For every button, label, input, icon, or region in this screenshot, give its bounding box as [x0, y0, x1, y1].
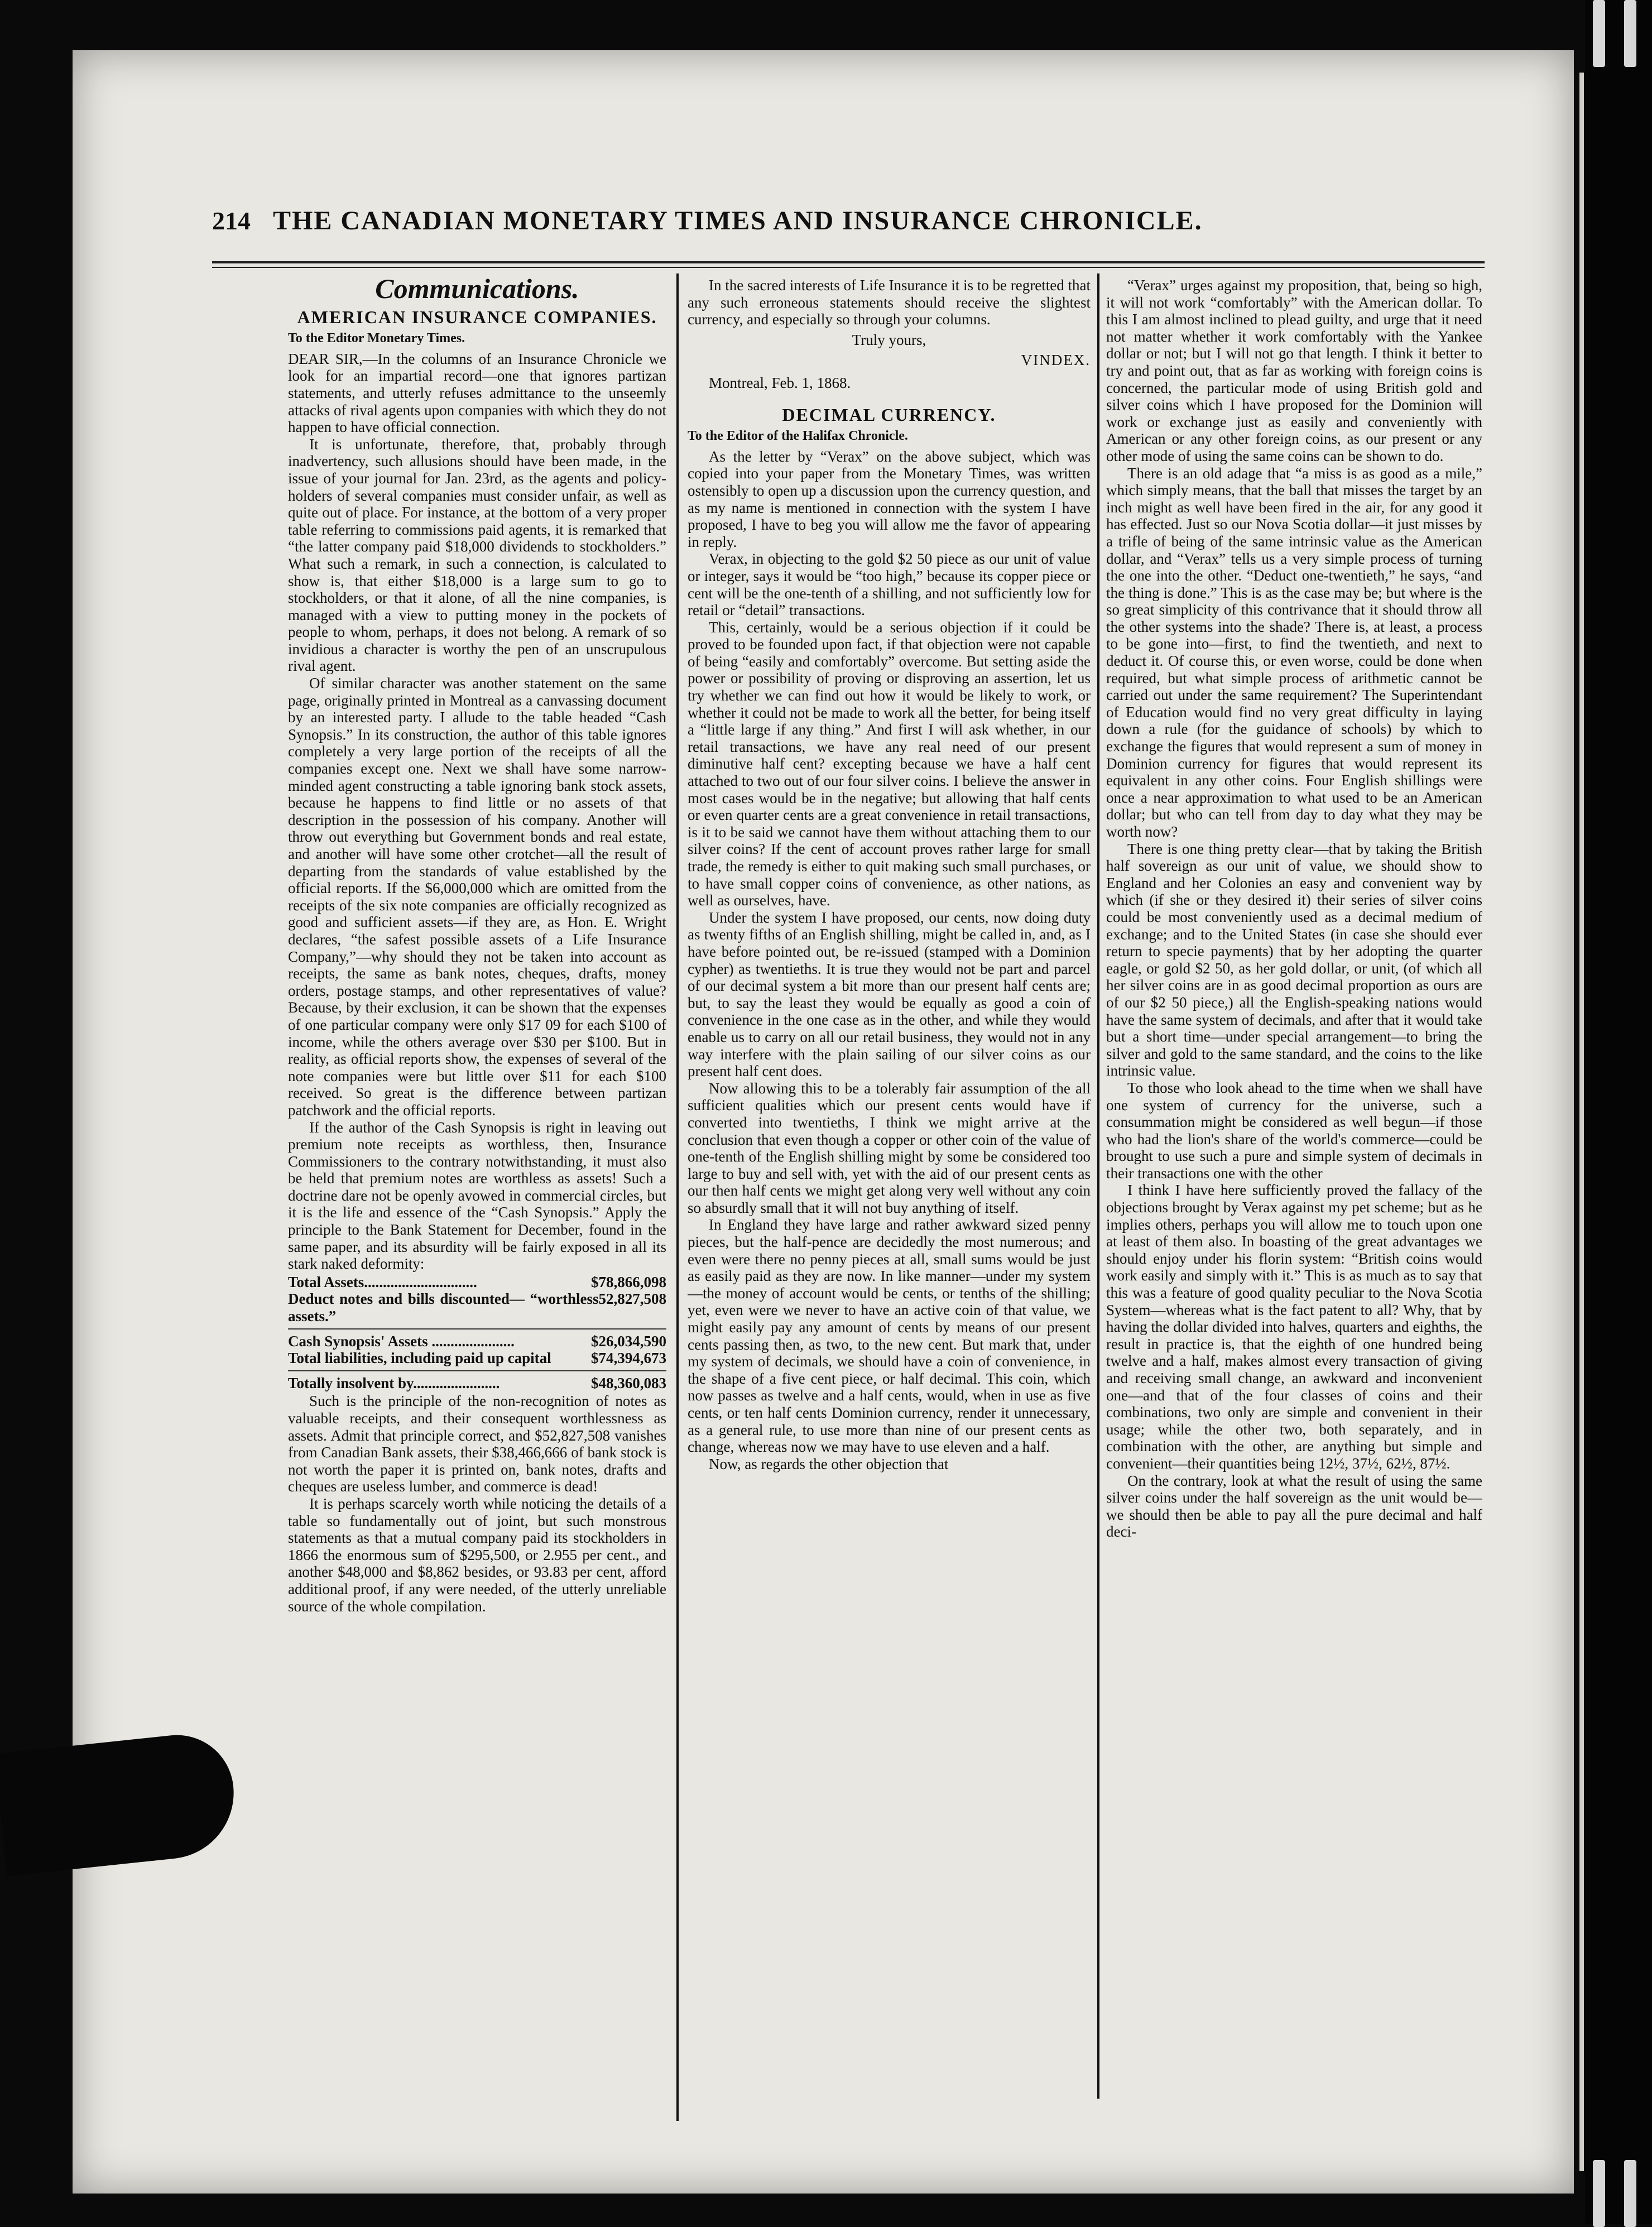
ledger-value: $26,034,590	[591, 1332, 666, 1350]
paragraph: In the sacred interests of Life Insurance it is to be regretted that any such erroneous statements should receive the slightest currency, and especially so through your columns.	[688, 277, 1091, 328]
paragraph: Now, as regards the other objection that	[709, 1455, 949, 1472]
paragraph: “Verax” urges against my proposition, that, being so high, it will not work “comfortably” with the American dollar. To this I am almost inclined to plead guilty, and urge that it need not matter whether it work comfortably with the Yankee dollar or not; but I will not go that length. I think it better to try and point out, that as far as working with foreign coins is concerned, the particular mode of using British gold and silver coins which I have proposed for the Dominion will work or exchange just as easily and conveniently with American or any other foreign coins, as our present or any other mode of using the same coins can be shown to do.	[1106, 277, 1482, 464]
ledger-divider	[288, 1328, 666, 1330]
paragraph: Verax, in objecting to the gold $2 50 piece as our unit of value or integer, says it would be “too high,” because its copper piece or cent will be the one-tenth of a shilling, and not sufficiently low for retail or “detail” transactions.	[688, 550, 1091, 619]
column-2	[688, 277, 1091, 2119]
ledger-row	[288, 1375, 666, 1392]
ledger-label: Deduct notes and bills discounted— “worthless assets.”	[288, 1290, 599, 1325]
publication-title: THE CANADIAN MONETARY TIMES AND INSURANCE CHRONICLE.	[273, 206, 1203, 236]
header-rule-thin	[212, 267, 1485, 268]
paragraph: In England they have large and rather awkward sized penny pieces, but the half-pence are decidedly the most numerous; and even were there no penny pieces at all, small sums would be just as easily paid as they are now. In like manner—under my system—the money of account would be cents, or tenths of the shilling; yet, even were we never to have an active coin of that value, we might easily pay any amount of cents by means of our present cents passing then, as two, to the new cent. But mark that, under my system of decimals, we should have a coin of convenience, in the shape of a five cent piece, or half decimal. This coin, which now passes as twelve and a half cents, would, when in use as five cents, or ten half cents Dominion currency, render it unnecessary, as a general rule, to use more than nine of our present cents as change, whereas now we may have to use eleven and a half.	[688, 1216, 1091, 1456]
article-title: DECIMAL CURRENCY.	[782, 404, 996, 425]
ledger-row	[288, 1274, 666, 1291]
paragraph: Under the system I have proposed, our cents, now doing duty as twenty fifths of an English shilling, might be called in, and, as I have before pointed out, be re-issued (stamped with a Dominion cypher) as twentieths. It is true they would not be part and parcel of our decimal system a bit more than our present half cents are; but, to say the least they would be equally as good a coin of convenience in the one case as in the other, and while they would enable us to carry on all our retail business, they would not in any way interfere with the plain sailing of our silver coins as our present half cent does.	[688, 909, 1091, 1080]
ledger-label: Total Assets..............................	[288, 1273, 477, 1290]
film-sprocket	[1624, 0, 1636, 67]
ledger-row	[288, 1333, 666, 1350]
paragraph: Such is the principle of the non-recognition of notes as valuable receipts, and their consequent worthlessness as assets. Admit that principle correct, and $52,827,508 vanishes from Canadian Bank assets, their $38,466,666 of bank stock is not worth the paper it is printed on, bank notes, drafts and cheques are useless lumber, and commerce is dead!	[288, 1393, 666, 1495]
paragraph: It is perhaps scarcely worth while noticing the details of a table so fundamentally out of joint, but such monstrous statements as that a mutual company paid its stockholders in 1866 the enormous sum of $295,500, or 2.955 per cent., and another $48,000 and $8,862 besides, or 93.83 per cent, afford additional proof, if any were needed, of the utterly unreliable source of the whole compilation.	[288, 1495, 666, 1615]
film-border-right	[1585, 0, 1652, 2224]
column-3	[1106, 277, 1482, 2119]
film-sprocket	[1624, 2160, 1636, 2227]
ledger-label: Totally insolvent by.......................	[288, 1374, 500, 1391]
paragraph: Now allowing this to be a tolerably fair assumption of the all sufficient qualities which our present cents would have if converted into twentieths, I think we might arrive at the conclusion that even though a copper or other coin of the value of one-tenth of the English shilling might by some be considered too large to buy and sell with, yet with the aid of our present cents as our then half cents we might get along very well without any coin so absurdly small that it will not buy anything of itself.	[688, 1079, 1091, 1216]
addressee-line: To the Editor Monetary Times.	[288, 331, 465, 346]
ledger-label: Cash Synopsis' Assets ......................	[288, 1332, 515, 1350]
signoff: Truly yours,	[852, 331, 926, 348]
paragraph: DEAR SIR,—In the columns of an Insurance Chronicle we look for an impartial record—one that ignores partizan statements, and utterly refuses admittance to the unseemly attacks of rival agents upon companies with which they do not happen to have official connection.	[288, 350, 666, 436]
ledger-value: 52,827,508	[598, 1290, 666, 1308]
ledger-value: $48,360,083	[591, 1374, 666, 1391]
paragraph: As the letter by “Verax” on the above subject, which was copied into your paper from the Monetary Times, was written ostensibly to open up a discussion upon the currency question, and as my name is mentioned in connection with the system I have proposed, I have to beg you will allow me the favor of appearing in reply.	[688, 448, 1091, 550]
column-1	[288, 277, 666, 2119]
section-heading: Communications.	[375, 277, 579, 304]
paragraph: There is one thing pretty clear—that by taking the British half sovereign as our unit of value, we should show to England and her Colonies an easy and convenient way by which (if she or they desired it) their series of silver coins could be most conveniently used as a decimal medium of exchange; and to the United States (in case she should ever return to specie payments) that by her adopting the quarter eagle, or gold $2 50, as her gold dollar, or unit, (of which all her silver coins are in as good decimal proportion as ours are of our $2 50 piece,) all the English-speaking nations would have the same system of decimals, and after that it would take but a short time—under special arrangement—to bring the silver and gold to the same standard, and the coins to the like intrinsic value.	[1106, 840, 1482, 1079]
addressee-line: To the Editor of the Halifax Chronicle.	[688, 429, 908, 444]
page-edge	[1579, 73, 1584, 2171]
paragraph: I think I have here sufficiently proved the fallacy of the objections brought by Verax against my pet scheme; but as he implies others, perhaps you will allow me to touch upon one at least of them also. In boasting of the great advantages we should enjoy under his florin system: “British coins would work easily and simply with it.” This is as much as to say that this was a feature of good quality peculiar to the Nova Scotia System—whereas what is the fact patent to all? Why, that by having the dollar divided into halves, quarters and eighths, the result in practice is, that the eighth of one hundred being twelve and a half, makes almost every transaction of giving and receiving small change, an awkward and inconvenient one—and that of the four classes of coins and their combinations, two only are simple and convenient in their usage; while the other two, both separately, and in combination with the other, are anything but simple and convenient—their quantities being 12½, 37½, 62½, 87½.	[1106, 1182, 1482, 1472]
bank-statement-ledger	[288, 1274, 666, 1392]
page-header	[212, 205, 1485, 239]
ledger-row	[288, 1290, 666, 1324]
paragraph: Of similar character was another statement on the same page, originally printed in Montreal as a canvassing document by an interested party. I allude to the table headed “Cash Synopsis.” In its construction, the author of this table ignores completely a very large portion of the receipts of all the companies except one. Next we shall have some narrow-minded agent constructing a table ignoring bank stock assets, because he happens to find little or no assets of that description in the possession of his company. Another will throw out everything but Government bonds and real estate, and another will have some other crotchet—all the result of departing from the standards of value established by the official reports. If the $6,000,000 which are omitted from the receipts of the six note companies are officially recognized as good and sufficient assets—if they are, as Hon. E. Wright declares, “the safest possible assets of a Life Insurance Company,”—why should they not be taken into account as receipts, the same as bank notes, cheques, drafts, money orders, postage stamps, and other representatives of value? Because, by their exclusion, it can be shown that the expenses of one particular company were only $17 09 for each $100 of income, while the others average over $30 per $100. But in reality, as official reports show, the expenses of several of the note companies were but little over $11 for each $100 received. So great is the difference between partizan patchwork and the official reports.	[288, 675, 666, 1119]
ledger-value: $74,394,673	[591, 1350, 666, 1367]
column-rule	[676, 273, 679, 2121]
film-sprocket	[1593, 2160, 1605, 2227]
paragraph: To those who look ahead to the time when we shall have one system of currency for the universe, such a consummation might be considered as well begun—if those who had the lion's share of the world's commerce—could be brought to use such a pure and simple system of decimals in their transactions one with the other	[1106, 1079, 1482, 1182]
column-rule	[1097, 273, 1099, 2099]
paragraph: It is unfortunate, therefore, that, probably through inadvertency, such allusions should have been made, in the issue of your journal for Jan. 23rd, as the agents and policy-holders of several companies must consider unfair, as well as quite out of place. For instance, at the bottom of a very proper table referring to commissions paid agents, it is remarked that “the latter company paid $18,000 dividends to stockholders.” What such a remark, in such a connection, is calculated to show is, that either $18,000 is a large sum to go to stockholders, or that it alone, of all the nine companies, is managed with a view to putting money in the pockets of people to whom, perhaps, it does not belong. A remark of so invidious a character is worthy the pen of an unscrupulous rival agent.	[288, 435, 666, 675]
film-sprocket	[1593, 0, 1605, 67]
paragraph: There is an old adage that “a miss is as good as a mile,” which simply means, that the ball that misses the target by an inch might as well have been fired in the air, for any good it has effected. Just so our Nova Scotia dollar—it just misses by a trifle of being of the same intrinsic value as the American dollar, and “Verax” tells us a very simple process of turning the one into the other. “Deduct one-twentieth,” he says, “and the thing is done.” This is as the case may be; but where is the so great simplicity of this contrivance that it should throw all the other systems into the shade? There is, at least, a process to be gone into—first, to find the twentieth, and next to deduct it. Of course this, or even worse, could be done when required, but what simple process of arithmetic cannot be carried out under the same requirement? The Superintendant of Education would find no very great difficulty in laying down a rule (for the guidance of schools) by which to exchange the figures that would represent a sum of money in Dominion currency for figures that would represent its equivalent in any other coins. Four English shillings were once a near approximation to what used to be an American dollar; but who can tell from day to day what they may be worth now?	[1106, 464, 1482, 840]
article-title: AMERICAN INSURANCE COMPANIES.	[297, 306, 657, 327]
page-number: 214	[212, 207, 251, 235]
header-rule	[212, 261, 1485, 263]
ledger-value: $78,866,098	[591, 1273, 666, 1290]
ledger-row	[288, 1350, 666, 1367]
ledger-divider	[288, 1370, 666, 1371]
signature: VINDEX.	[1021, 352, 1091, 369]
ledger-label: Total liabilities, including paid up capital	[288, 1350, 551, 1367]
paragraph: On the contrary, look at what the result of using the same silver coins under the half sovereign as the unit would be—we should then be able to pay all the pure decimal and half deci-	[1106, 1472, 1482, 1540]
paragraph: If the author of the Cash Synopsis is right in leaving out premium note receipts as worthless, then, Insurance Commissioners to the contrary notwithstanding, it must also be held that premium notes are worthless as assets! Such a doctrine dare not be openly avowed in commercial circles, but it is the life and essence of the “Cash Synopsis.” Apply the principle to the Bank Statement for December, found in the same paper, and its absurdity will be fairly exposed in all its stark naked deformity:	[288, 1119, 666, 1273]
paragraph: This, certainly, would be a serious objection if it could be proved to be founded upon fact, if that objection were not capable of being “easily and comfortably” overcome. But setting aside the power or possibility of proving or disproving an assertion, let us try whether we can find out how it would be likely to work, or whether it could not be made to work all the better, for being itself a “little large if any thing.” And first I will ask whether, in our retail transactions, we have any real need of our present diminutive half cent? excepting because we have a half cent attached to two out of our four silver coins. I believe the answer in most cases would be in the negative; but allowing that half cents or even quarter cents are a great convenience in retail transactions, is it to be said we cannot have them without attaching them to our silver coins? If the cent of account proves rather large for small trade, the remedy is either to quit making such small purchases, or to have small copper coins of convenience, as other nations, as well as ourselves, have.	[688, 618, 1091, 909]
dateline: Montreal, Feb. 1, 1868.	[709, 374, 851, 391]
